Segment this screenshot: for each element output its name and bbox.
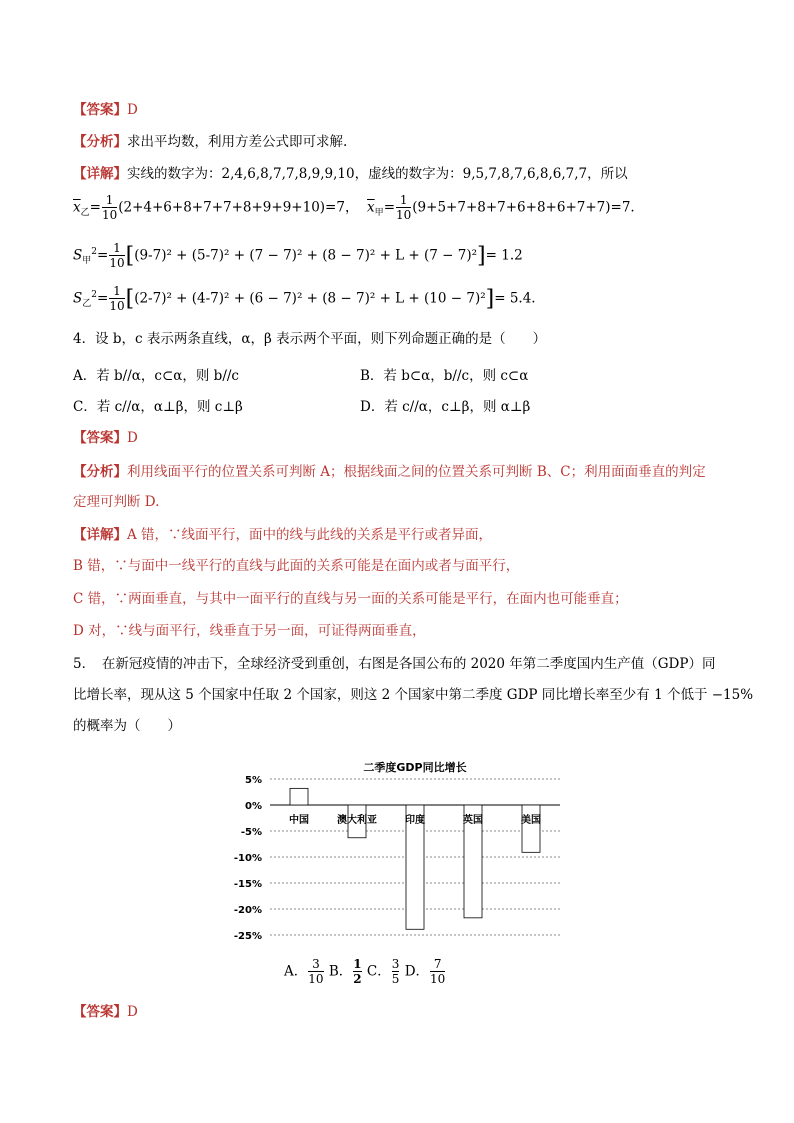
variance-jia-expr: (9-7)² + (5-7)² + (7 − 7)² + (8 − 7)² + L + (7 − 7)² [134, 247, 478, 264]
mean-yi-subscript: 乙 [80, 208, 90, 219]
bar [522, 805, 540, 852]
analysis-text: 求出平均数，利用方差公式即可求解. [127, 134, 348, 150]
analysis-4-cont: 定理可判断 D. [73, 494, 160, 510]
answer-5: 【答案】D [73, 1004, 138, 1020]
detail-4-b: B 错，∵与面中一线平行的直线与此面的关系可能是在面内或者与面平行， [73, 558, 520, 574]
bar [290, 788, 308, 805]
option-d-fraction: $\frac{7}{10}$ [430, 957, 446, 986]
question-5-line2: 比增长率，现从这 5 个国家中任取 2 个国家，则这 2 个国家中第二季度 GDP 同比增长率至少有 1 个低于 −15% [73, 687, 754, 703]
variance-yi-result: = 5.4. [494, 290, 536, 307]
analysis-4: 【分析】利用线面平行的位置关系可判断 A；根据线面之间的位置关系可判断 B、C；利用面面垂直的判定 [73, 464, 706, 480]
detail-text: 实线的数字为：2,4,6,8,7,7,8,9,9,10，虚线的数字为：9,5,7,8,7,6,8,6,7,7，所以 [127, 166, 628, 182]
mean-jia-expr: (9+5+7+8+7+6+8+6+7+7)=7 [412, 199, 631, 216]
question-5-options: A． $\frac{3}{10}$ B． $\frac{1}{2}$ C． $\frac{3}{5}$ D． $\frac{7}{10}$ [284, 957, 446, 986]
y-tick-label: -20% [233, 905, 262, 916]
question-5-line1: 5． 在新冠疫情的冲击下，全球经济受到重创，右图是各国公布的 2020 年第二季度国内生产值（GDP）同 [73, 656, 716, 672]
option-c-fraction: $\frac{3}{5}$ [391, 957, 400, 986]
mean-jia-subscript: 甲 [374, 208, 384, 219]
x-category-label: 美国 [521, 815, 541, 826]
question-4-option-d: D．若 c//α，c⊥β，则 α⊥β [360, 399, 531, 415]
variance-jia-result: = 1.2 [485, 247, 523, 264]
fraction-one-tenth: $\frac{1}{10}$ [109, 241, 125, 270]
detail-4-d: D 对，∵线与面平行，线垂直于另一面，可证得两面垂直， [73, 623, 426, 639]
detail-4-c: C 错，∵两面垂直，与其中一面平行的直线与另一面的关系可能是平行，在面内也可能垂直； [73, 591, 628, 607]
x-category-label: 中国 [289, 815, 309, 826]
y-tick-label: -5% [240, 827, 262, 838]
answer-4: 【答案】D [73, 430, 138, 446]
detail-tag: 【详解】 [73, 166, 127, 182]
fraction-one-tenth: $\frac{1}{10}$ [109, 284, 125, 313]
variance-yi: $S_乙^2=$ $\frac{1}{10}$ [(2-7)² + (4-7)² + (6 − 7)² + (8 − 7)² + L + (10 − 7)²]= 5.4. [73, 284, 536, 313]
mean-jia-symbol: $\overline{x}$ [367, 199, 375, 216]
answer-tag: 【答案】 [73, 102, 127, 118]
x-category-label: 澳大利亚 [337, 815, 377, 826]
x-category-label: 印度 [405, 815, 425, 826]
x-category-label: 英国 [463, 815, 483, 826]
mean-yi-expr: (2+4+6+8+7+7+8+9+9+10)=7 [118, 199, 345, 216]
y-tick-label: -10% [233, 853, 262, 864]
chart-title: 二季度GDP同比增长 [363, 761, 467, 774]
detail-4-a: 【详解】A 错，∵线面平行，面中的线与此线的关系是平行或者异面， [73, 527, 493, 543]
answer-3 [73, 101, 138, 119]
answer-value: D [127, 102, 138, 118]
question-4-option-a: A．若 b//α，c⊂α，则 b//c [73, 368, 239, 384]
variance-jia: $S_甲^2=$ $\frac{1}{10}$ [(9-7)² + (5-7)² + (7 − 7)² + (8 − 7)² + L + (7 − 7)²]= 1.2 [73, 241, 523, 270]
fraction-one-tenth: $\frac{1}{10}$ [101, 193, 118, 222]
y-tick-label: -15% [233, 879, 262, 890]
mean-formulas: $\overline{x}_乙=$ $\frac{1}{10}$ (2+4+6+8+7+7+8+9+9+10)=7， $\overline{x}_甲=$ $\frac{1}{10}$ (9+5+7+8+7+6+8+6+7+7)=7. [73, 193, 635, 222]
question-4-stem: 4．设 b，c 表示两条直线，α，β 表示两个平面，则下列命题正确的是（ ） [73, 331, 547, 347]
question-5-line3: 的概率为（ ） [73, 718, 181, 734]
option-a-fraction: $\frac{3}{10}$ [308, 957, 324, 986]
fraction-one-tenth: $\frac{1}{10}$ [396, 193, 412, 222]
option-b-fraction: $\frac{1}{2}$ [353, 957, 362, 986]
question-4-option-c: C．若 c//α，α⊥β，则 c⊥β [73, 399, 243, 415]
mean-yi-symbol: $\overline{x}$ [73, 199, 81, 216]
y-tick-label: 5% [245, 775, 262, 786]
y-tick-label: 0% [245, 801, 262, 812]
gdp-bar-chart [220, 755, 580, 950]
y-tick-label: -25% [233, 931, 262, 942]
variance-yi-expr: (2-7)² + (4-7)² + (6 − 7)² + (8 − 7)² + L + (10 − 7)² [134, 290, 486, 307]
question-4-option-b: B．若 b⊂α，b//c，则 c⊂α [360, 368, 529, 384]
detail-3 [73, 165, 628, 183]
analysis-3 [73, 133, 347, 151]
analysis-tag: 【分析】 [73, 134, 127, 150]
